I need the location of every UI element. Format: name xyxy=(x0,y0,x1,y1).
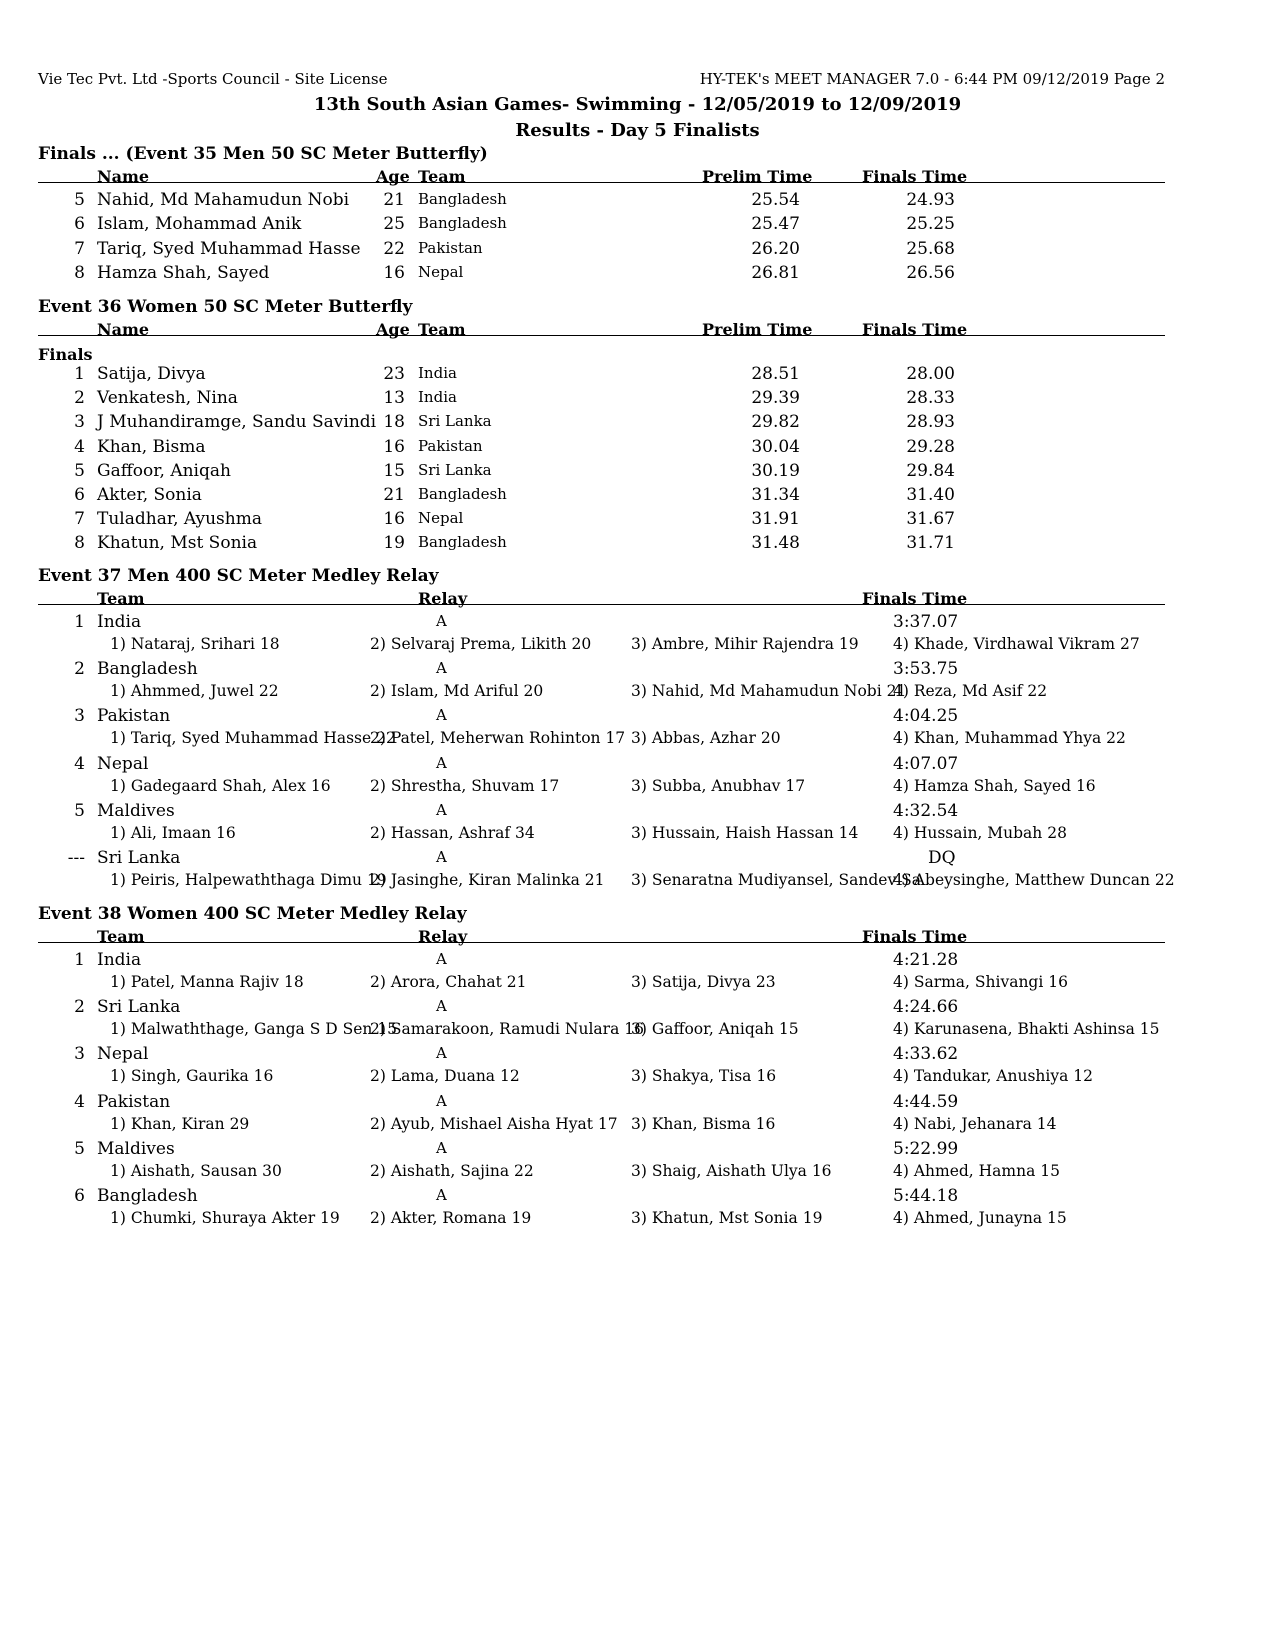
relay-team: Sri Lanka xyxy=(97,848,181,868)
swimmer-name: Satija, Divya xyxy=(97,364,206,384)
relay-team: Nepal xyxy=(97,1044,149,1065)
swimmer-name: Venkatesh, Nina xyxy=(97,388,238,409)
prelim-time: 31.48 xyxy=(751,533,800,554)
place: 5 xyxy=(74,1138,85,1159)
age: 22 xyxy=(383,238,405,259)
section-label: Finals xyxy=(38,345,93,364)
place: 2 xyxy=(74,388,85,409)
age: 16 xyxy=(383,263,405,284)
relay-swimmer-2: 2) Hassan, Ashraf 34 xyxy=(370,823,535,842)
relay-swimmer-4: 4) Karunasena, Bhakti Ashinsa 15 xyxy=(893,1020,1160,1039)
relay-letter: A xyxy=(436,612,447,630)
header-rule xyxy=(38,942,1165,943)
relay-swimmer-2: 2) Islam, Md Ariful 20 xyxy=(370,682,544,701)
place: 3 xyxy=(74,1044,85,1065)
age: 18 xyxy=(383,412,405,433)
team-name: Pakistan xyxy=(418,238,483,257)
finals-time: 29.28 xyxy=(906,436,955,457)
place: 2 xyxy=(74,659,85,680)
relay-team: India xyxy=(97,612,142,632)
prelim-time: 29.39 xyxy=(751,388,800,409)
relay-swimmer-3: 3) Hussain, Haish Hassan 14 xyxy=(631,823,859,842)
relay-swimmer-3: 3) Gaffoor, Aniqah 15 xyxy=(631,1020,799,1039)
col-header-team: Team xyxy=(418,320,466,339)
team-name: India xyxy=(418,388,457,407)
page-title: 13th South Asian Games- Swimming - 12/05/2019 to 12/09/2019 xyxy=(313,94,962,115)
relay-swimmer-1: 1) Aishath, Sausan 30 xyxy=(110,1161,282,1180)
finals-time: 31.40 xyxy=(906,485,955,505)
relay-team: Bangladesh xyxy=(97,1186,198,1206)
age: 25 xyxy=(383,214,405,235)
place: 3 xyxy=(74,706,85,727)
team-name: Bangladesh xyxy=(418,485,507,503)
prelim-time: 28.51 xyxy=(751,364,800,384)
col-header-team: Team xyxy=(418,167,466,186)
team-name: India xyxy=(418,364,457,382)
age: 19 xyxy=(383,533,405,554)
relay-swimmer-3: 3) Shaig, Aishath Ulya 16 xyxy=(631,1161,832,1180)
relay-swimmer-1: 1) Malwaththage, Ganga S D Sen 15 xyxy=(110,1020,398,1039)
swimmer-name: Tariq, Syed Muhammad Hasse xyxy=(97,238,361,259)
relay-team: Bangladesh xyxy=(97,659,198,680)
event-title: Event 36 Women 50 SC Meter Butterfly xyxy=(38,297,413,317)
finals-time: 28.93 xyxy=(906,412,955,433)
relay-time: DQ xyxy=(928,848,956,868)
finals-time: 28.33 xyxy=(906,388,955,409)
relay-swimmer-1: 1) Gadegaard Shah, Alex 16 xyxy=(110,776,331,795)
relay-time: 3:53.75 xyxy=(893,659,959,680)
col-header-finals: Finals Time xyxy=(862,589,968,608)
finals-time: 24.93 xyxy=(906,190,955,210)
prelim-time: 26.20 xyxy=(751,238,800,259)
prelim-time: 29.82 xyxy=(751,412,800,433)
relay-time: 4:32.54 xyxy=(893,800,959,821)
event-title: Finals ... (Event 35 Men 50 SC Meter Butterfly) xyxy=(38,144,488,164)
relay-swimmer-1: 1) Chumki, Shuraya Akter 19 xyxy=(110,1209,340,1227)
swimmer-name: Gaffoor, Aniqah xyxy=(97,460,231,481)
event-title: Event 37 Men 400 SC Meter Medley Relay xyxy=(38,566,439,586)
relay-swimmer-1: 1) Ahmmed, Juwel 22 xyxy=(110,682,279,701)
team-name: Bangladesh xyxy=(418,190,507,208)
col-header-team: Team xyxy=(97,927,145,946)
relay-swimmer-4: 4) Sarma, Shivangi 16 xyxy=(893,973,1068,991)
relay-swimmer-1: 1) Peiris, Halpewaththaga Dimu 19 xyxy=(110,871,387,889)
finals-time: 31.71 xyxy=(906,533,955,554)
prelim-time: 25.47 xyxy=(751,214,800,235)
relay-time: 5:22.99 xyxy=(893,1138,959,1159)
prelim-time: 26.81 xyxy=(751,263,800,284)
place: 6 xyxy=(74,214,85,235)
relay-swimmer-2: 2) Shrestha, Shuvam 17 xyxy=(370,776,560,795)
relay-team: Maldives xyxy=(97,1138,175,1159)
page-subtitle: Results - Day 5 Finalists xyxy=(515,120,760,141)
age: 13 xyxy=(383,388,405,409)
relay-time: 4:07.07 xyxy=(893,753,959,774)
relay-swimmer-4: 4) Hamza Shah, Sayed 16 xyxy=(893,776,1096,795)
place: 6 xyxy=(74,485,85,505)
age: 16 xyxy=(383,436,405,457)
age: 21 xyxy=(383,190,405,210)
finals-time: 25.25 xyxy=(906,214,955,235)
relay-letter: A xyxy=(436,1138,447,1157)
relay-time: 4:44.59 xyxy=(893,1091,959,1112)
place: 4 xyxy=(74,1091,85,1112)
relay-swimmer-4: 4) Hussain, Mubah 28 xyxy=(893,823,1067,842)
place: 8 xyxy=(74,263,85,284)
place: 1 xyxy=(74,612,85,632)
header-rule xyxy=(38,335,1165,336)
relay-swimmer-1: 1) Singh, Gaurika 16 xyxy=(110,1067,274,1086)
relay-team: Pakistan xyxy=(97,706,171,727)
relay-swimmer-2: 2) Ayub, Mishael Aisha Hyat 17 xyxy=(370,1114,618,1133)
col-header-finals: Finals Time xyxy=(862,320,968,339)
relay-time: 5:44.18 xyxy=(893,1186,959,1206)
team-name: Bangladesh xyxy=(418,533,507,552)
team-name: Sri Lanka xyxy=(418,412,492,431)
relay-swimmer-1: 1) Khan, Kiran 29 xyxy=(110,1114,250,1133)
age: 21 xyxy=(383,485,405,505)
prelim-time: 30.04 xyxy=(751,436,800,457)
meet-manager-text: HY-TEK's MEET MANAGER 7.0 - 6:44 PM 09/12/2019 Page 2 xyxy=(699,70,1165,88)
relay-swimmer-3: 3) Abbas, Azhar 20 xyxy=(631,729,781,748)
relay-letter: A xyxy=(436,1091,447,1110)
relay-time: 4:21.28 xyxy=(893,950,959,970)
relay-swimmer-1: 1) Patel, Manna Rajiv 18 xyxy=(110,973,304,991)
team-name: Nepal xyxy=(418,509,464,528)
relay-swimmer-4: 4) Ahmed, Hamna 15 xyxy=(893,1161,1060,1180)
finals-time: 25.68 xyxy=(906,238,955,259)
relay-swimmer-3: 3) Shakya, Tisa 16 xyxy=(631,1067,777,1086)
relay-swimmer-4: 4) Tandukar, Anushiya 12 xyxy=(893,1067,1093,1086)
relay-letter: A xyxy=(436,1186,447,1204)
age: 15 xyxy=(383,460,405,481)
relay-letter: A xyxy=(436,753,447,772)
relay-swimmer-3: 3) Khatun, Mst Sonia 19 xyxy=(631,1209,823,1227)
relay-letter: A xyxy=(436,800,447,819)
place: 5 xyxy=(74,800,85,821)
col-header-age: Age xyxy=(376,320,410,339)
relay-letter: A xyxy=(436,848,447,866)
prelim-time: 31.91 xyxy=(751,509,800,530)
relay-swimmer-1: 1) Tariq, Syed Muhammad Hasse 22 xyxy=(110,729,396,748)
relay-swimmer-4: 4) Khan, Muhammad Yhya 22 xyxy=(893,729,1126,748)
team-name: Bangladesh xyxy=(418,214,507,233)
prelim-time: 30.19 xyxy=(751,460,800,481)
event-title: Event 38 Women 400 SC Meter Medley Relay xyxy=(38,904,467,924)
relay-swimmer-3: 3) Ambre, Mihir Rajendra 19 xyxy=(631,635,859,653)
col-header-name: Name xyxy=(97,167,150,186)
relay-swimmer-4: 4) Nabi, Jehanara 14 xyxy=(893,1114,1057,1133)
relay-swimmer-2: 2) Samarakoon, Ramudi Nulara 16 xyxy=(370,1020,644,1039)
relay-time: 4:24.66 xyxy=(893,997,959,1018)
relay-letter: A xyxy=(436,659,447,678)
relay-swimmer-3: 3) Subba, Anubhav 17 xyxy=(631,776,806,795)
swimmer-name: Hamza Shah, Sayed xyxy=(97,263,270,284)
relay-swimmer-2: 2) Aishath, Sajina 22 xyxy=(370,1161,534,1180)
relay-time: 3:37.07 xyxy=(893,612,959,632)
place: 5 xyxy=(74,190,85,210)
place: 1 xyxy=(74,364,85,384)
age: 16 xyxy=(383,509,405,530)
col-header-team: Team xyxy=(97,589,145,608)
finals-time: 28.00 xyxy=(906,364,955,384)
relay-swimmer-3: 3) Satija, Divya 23 xyxy=(631,973,776,991)
col-header-name: Name xyxy=(97,320,150,339)
relay-swimmer-4: 4) Reza, Md Asif 22 xyxy=(893,682,1048,701)
header-rule xyxy=(38,182,1165,183)
place: 1 xyxy=(74,950,85,970)
swimmer-name: Akter, Sonia xyxy=(97,485,202,505)
swimmer-name: Khan, Bisma xyxy=(97,436,206,457)
relay-swimmer-4: 4) Abeysinghe, Matthew Duncan 22 xyxy=(893,871,1175,889)
col-header-age: Age xyxy=(376,167,410,186)
relay-swimmer-2: 2) Jasinghe, Kiran Malinka 21 xyxy=(370,871,605,889)
header-rule xyxy=(38,604,1165,605)
relay-letter: A xyxy=(436,706,447,725)
finals-time: 29.84 xyxy=(906,460,955,481)
col-header-finals: Finals Time xyxy=(862,167,968,186)
col-header-relay: Relay xyxy=(418,927,468,946)
relay-letter: A xyxy=(436,1044,447,1063)
relay-swimmer-2: 2) Selvaraj Prema, Likith 20 xyxy=(370,635,592,653)
team-name: Sri Lanka xyxy=(418,460,492,479)
relay-swimmer-3: 3) Nahid, Md Mahamudun Nobi 21 xyxy=(631,682,907,701)
relay-team: Nepal xyxy=(97,753,149,774)
team-name: Nepal xyxy=(418,263,464,282)
place: --- xyxy=(67,848,85,868)
col-header-prelim: Prelim Time xyxy=(702,320,813,339)
relay-team: Sri Lanka xyxy=(97,997,181,1018)
finals-time: 31.67 xyxy=(906,509,955,530)
swimmer-name: J Muhandiramge, Sandu Savindi xyxy=(97,412,377,433)
relay-swimmer-2: 2) Patel, Meherwan Rohinton 17 xyxy=(370,729,626,748)
place: 8 xyxy=(74,533,85,554)
place: 7 xyxy=(74,238,85,259)
place: 4 xyxy=(74,753,85,774)
place: 6 xyxy=(74,1186,85,1206)
swimmer-name: Khatun, Mst Sonia xyxy=(97,533,258,554)
age: 23 xyxy=(383,364,405,384)
swimmer-name: Islam, Mohammad Anik xyxy=(97,214,302,235)
relay-swimmer-4: 4) Khade, Virdhawal Vikram 27 xyxy=(893,635,1140,653)
relay-team: India xyxy=(97,950,142,970)
relay-swimmer-4: 4) Ahmed, Junayna 15 xyxy=(893,1209,1067,1227)
relay-team: Pakistan xyxy=(97,1091,171,1112)
place: 7 xyxy=(74,509,85,530)
relay-swimmer-3: 3) Khan, Bisma 16 xyxy=(631,1114,776,1133)
col-header-finals: Finals Time xyxy=(862,927,968,946)
prelim-time: 31.34 xyxy=(751,485,800,505)
prelim-time: 25.54 xyxy=(751,190,800,210)
swimmer-name: Tuladhar, Ayushma xyxy=(97,509,262,530)
relay-swimmer-2: 2) Arora, Chahat 21 xyxy=(370,973,527,991)
relay-swimmer-2: 2) Lama, Duana 12 xyxy=(370,1067,520,1086)
finals-time: 26.56 xyxy=(906,263,955,284)
swimmer-name: Nahid, Md Mahamudun Nobi xyxy=(97,190,350,210)
col-header-relay: Relay xyxy=(418,589,468,608)
relay-time: 4:33.62 xyxy=(893,1044,959,1065)
relay-time: 4:04.25 xyxy=(893,706,959,727)
relay-swimmer-3: 3) Senaratna Mudiyansel, Sandev Sa xyxy=(631,871,922,889)
relay-swimmer-1: 1) Nataraj, Srihari 18 xyxy=(110,635,280,653)
license-text: Vie Tec Pvt. Ltd -Sports Council - Site License xyxy=(38,70,388,88)
place: 5 xyxy=(74,460,85,481)
place: 4 xyxy=(74,436,85,457)
place: 2 xyxy=(74,997,85,1018)
relay-letter: A xyxy=(436,997,447,1016)
relay-team: Maldives xyxy=(97,800,175,821)
team-name: Pakistan xyxy=(418,436,483,455)
relay-swimmer-1: 1) Ali, Imaan 16 xyxy=(110,823,236,842)
place: 3 xyxy=(74,412,85,433)
relay-letter: A xyxy=(436,950,447,968)
col-header-prelim: Prelim Time xyxy=(702,167,813,186)
relay-swimmer-2: 2) Akter, Romana 19 xyxy=(370,1209,532,1227)
